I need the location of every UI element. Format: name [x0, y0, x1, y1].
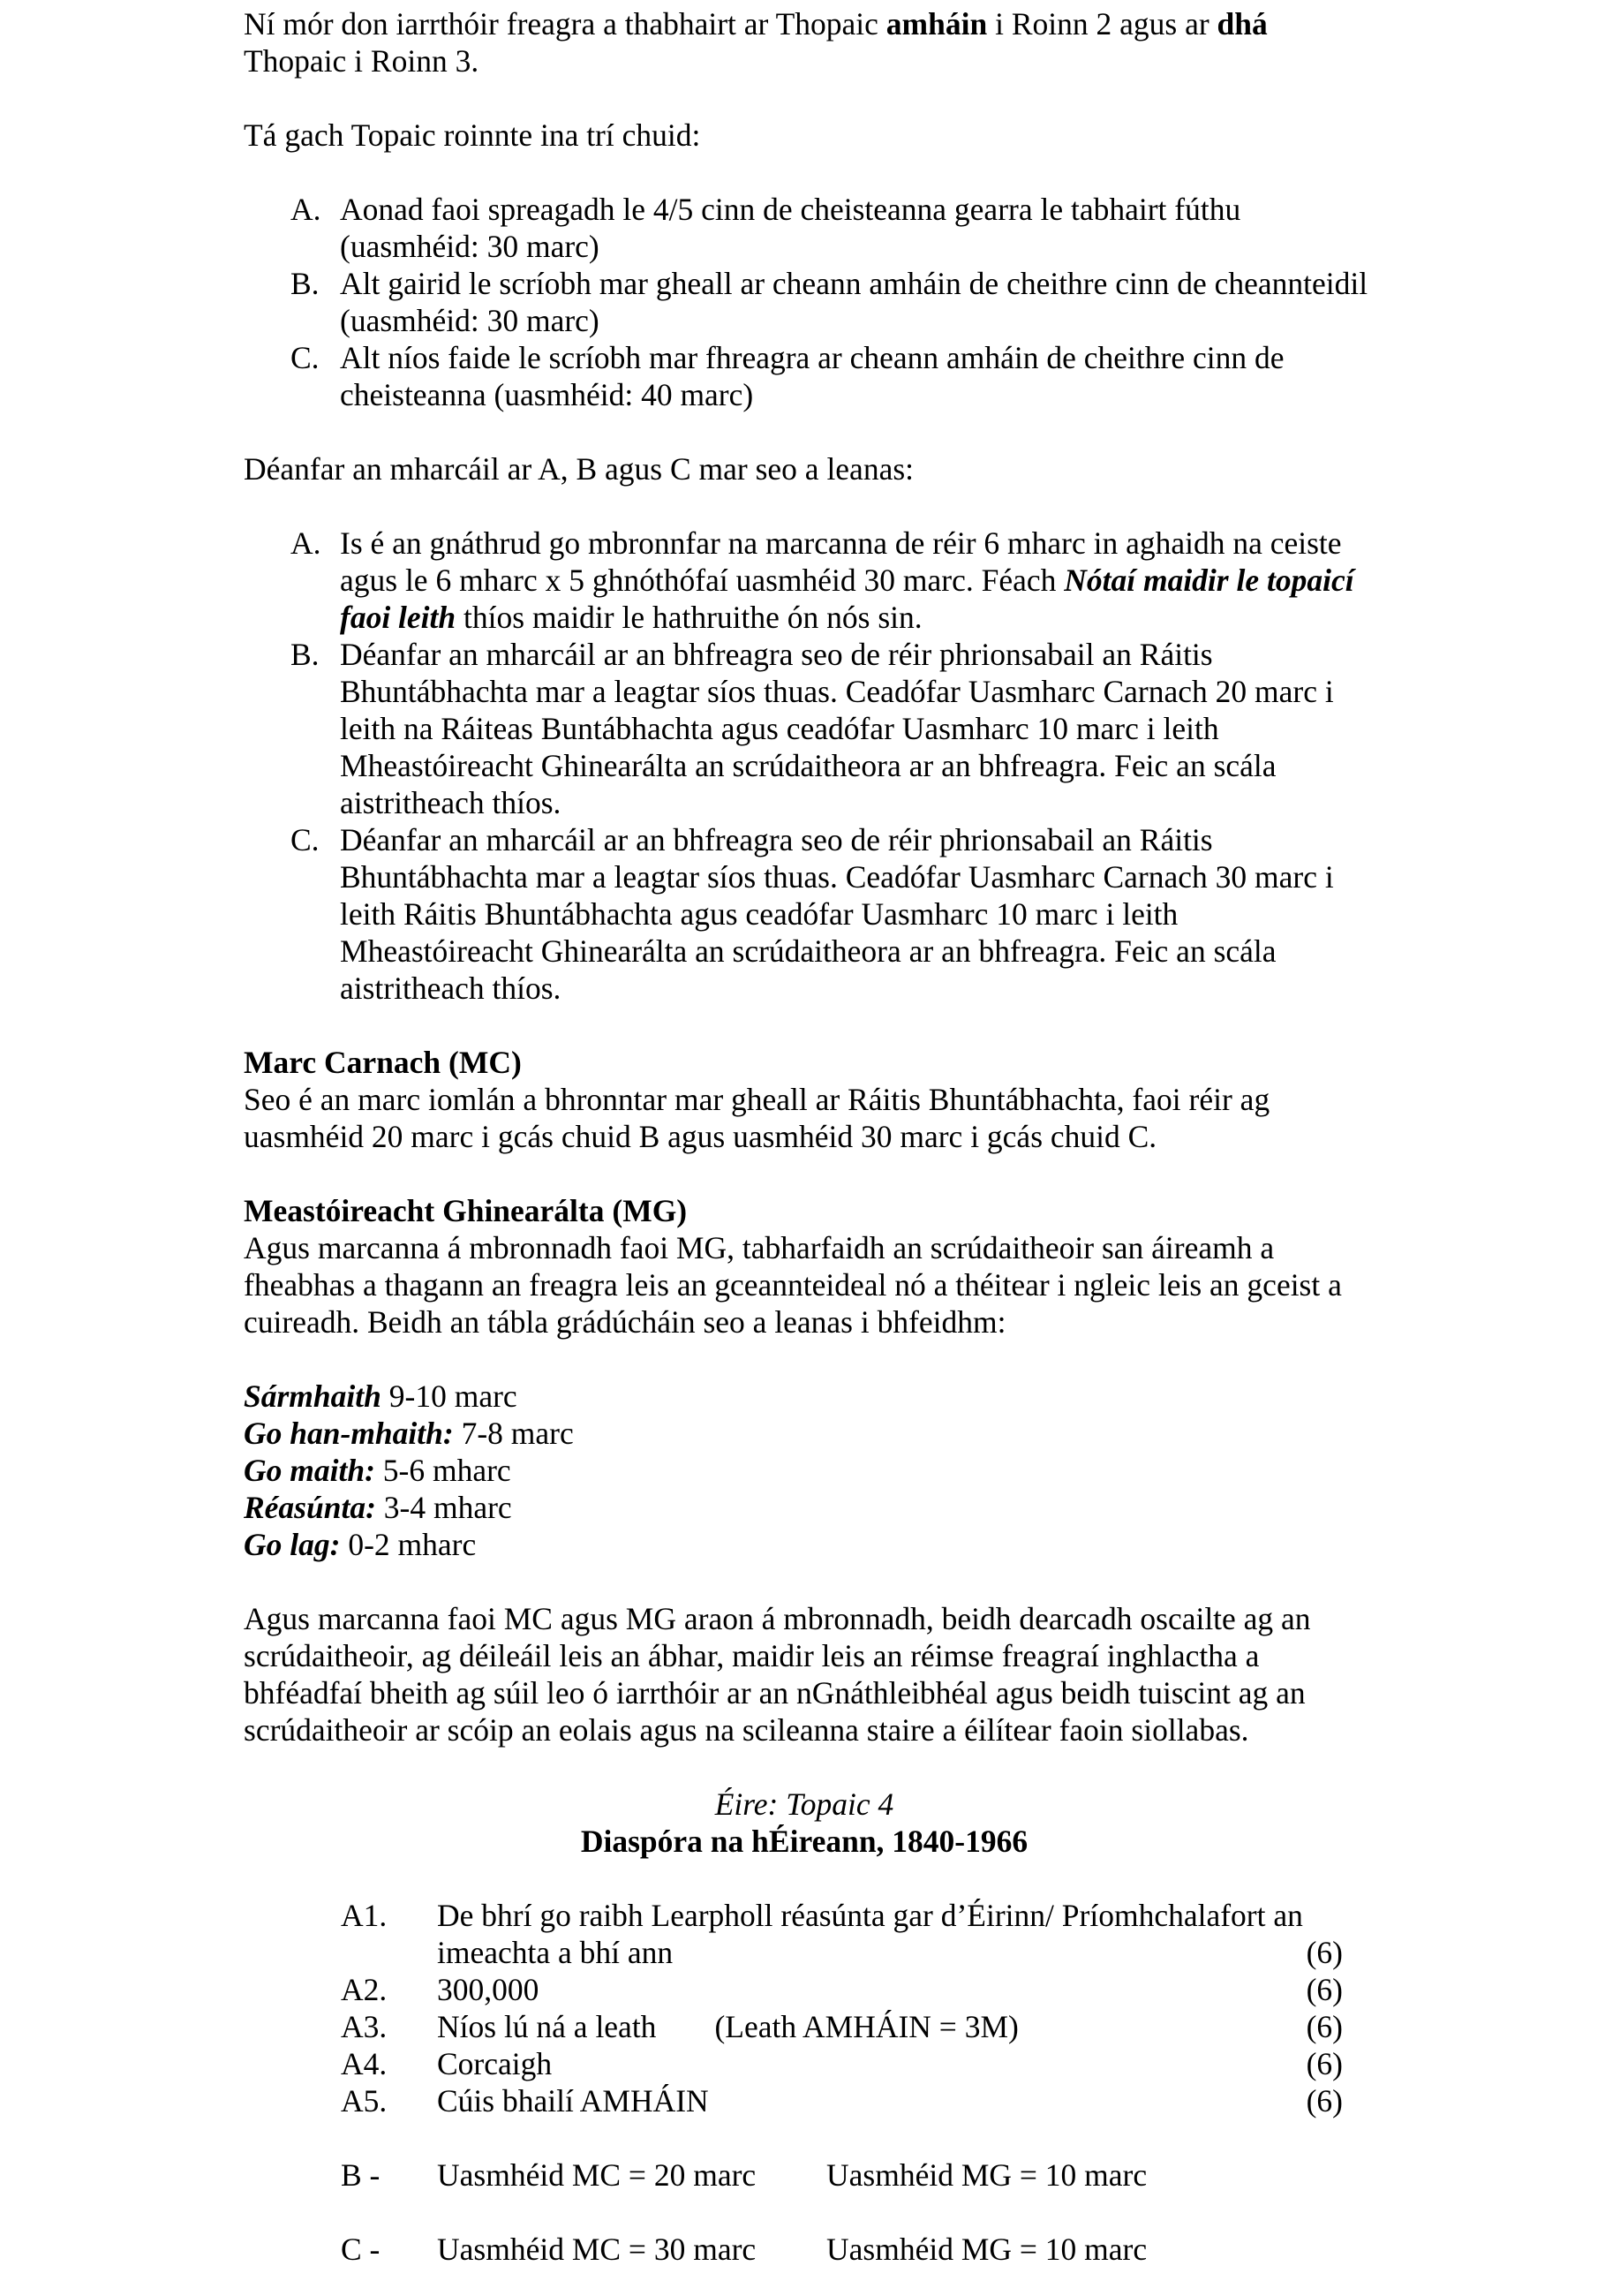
answer-text: De bhrí go raibh Learpholl réasúnta gar d’Éirinn/ Príomhchalafort an imeachta a bhí ann [437, 1898, 1303, 1970]
grade-row [244, 1378, 1374, 1415]
mc-text: Seo é an marc iomlán a bhronntar mar gheall ar Ráitis Bhuntábhachta, faoi réir ag uasmhéid 20 marc i gcás chuid B agus uasmhéid 30 marc i gcás chuid C. [244, 1082, 1270, 1154]
answer-row [341, 1897, 1343, 1971]
answer-row [341, 1971, 1343, 2008]
answer-text: 300,000 [437, 1972, 539, 2007]
closing-paragraph: Agus marcanna faoi MC agus MG araon á mbronnadh, beidh dearcadh oscailte ag an scrúdaitheoir, ag déileáil leis an ábhar, maidir leis an réimse freagraí inghlactha a bhféadfaí bheith ag súil leo ó iarrthóir ar an nGnáthleibhéal agus beidh tuiscint ag an scrúdaitheoir ar scóip an eolais agus na scileanna staire a éilítear faoin siollabas. [244, 1601, 1311, 1748]
grade-row [244, 1489, 1374, 1526]
answer-mark: (6) [1306, 2009, 1343, 2044]
grade-value: 7-8 marc [453, 1416, 574, 1451]
answer-note: (Leath AMHÁIN = 3M) [714, 2009, 1019, 2044]
answer-text: Corcaigh [437, 2046, 553, 2081]
grade-row [244, 1526, 1374, 1563]
intro-text-1: Ní mór don iarrthóir freagra a thabhairt ar Thopaic [244, 6, 886, 42]
list-item-text: Alt níos faide le scríobh mar fhreagra ar cheann amháin de cheithre cinn de cheisteanna (uasmhéid: 40 marc) [340, 340, 1285, 412]
intro-emph-amhain: amháin [885, 6, 988, 42]
answer-text: Cúis bhailí AMHÁIN [437, 2083, 709, 2119]
row-label: B - [341, 2157, 381, 2193]
answer-number: A5. [341, 2083, 388, 2119]
grade-label: Go lag: [244, 1527, 341, 1562]
list-marker: C. [290, 822, 320, 857]
answer-mark: (6) [1306, 1935, 1343, 1970]
answer-mark: (6) [1306, 1972, 1343, 2007]
list-item-text: Is é an gnáthrud go mbronnfar na marcanna de réir 6 mharc in aghaidh na ceiste agus le 6 mharc x 5 ghnóthófaí uasmhéid 30 marc. Féach [340, 525, 1342, 598]
answer-number: A1. [341, 1898, 388, 1933]
list-item [290, 821, 1374, 1007]
mc-heading: Marc Carnach (MC) [244, 1045, 522, 1080]
mc-max: Uasmhéid MC = 20 marc [437, 2157, 757, 2193]
parts-list [290, 191, 1374, 413]
list-marker: A. [290, 192, 321, 227]
answer-number: A4. [341, 2046, 388, 2081]
mg-heading: Meastóireacht Ghinearálta (MG) [244, 1193, 688, 1228]
answer-row [341, 2008, 1343, 2045]
b-marks-row [341, 2156, 1343, 2194]
grade-table [244, 1378, 1374, 1563]
answer-row [341, 2045, 1343, 2082]
answer-row [341, 2082, 1343, 2119]
list-marker: A. [290, 525, 321, 561]
list-item [290, 265, 1374, 339]
list-item-text: Déanfar an mharcáil ar an bhfreagra seo de réir phrionsabail an Ráitis Bhuntábhachta mar a leagtar síos thuas. Ceadófar Uasmharc Carnach 20 marc i leith na Ráiteas Buntábhachta agus ceadófar Uasmharc 10 marc i leith Mheastóireacht Ghinearálta an scrúdaitheora ar an bhfreagra. Feic an scála aistritheach thíos. [340, 637, 1334, 820]
c-marks-row [341, 2231, 1343, 2268]
grade-value: 9-10 marc [381, 1378, 517, 1414]
marking-list [290, 525, 1374, 1007]
list-item [290, 339, 1374, 413]
grade-row [244, 1415, 1374, 1452]
answers-list [341, 1897, 1343, 2119]
topic-subtitle: Éire: Topaic 4 [714, 1786, 894, 1822]
topic-title: Diaspóra na hÉireann, 1840-1966 [580, 1824, 1029, 1859]
intro-text-3: Thopaic i Roinn 3. [244, 43, 479, 79]
answer-number: A2. [341, 1972, 388, 2007]
marking-intro: Déanfar an mharcáil ar A, B agus C mar seo a leanas: [244, 451, 915, 487]
answer-mark: (6) [1306, 2046, 1343, 2081]
parts-intro: Tá gach Topaic roinnte ina trí chuid: [244, 117, 701, 153]
mg-text: Agus marcanna á mbronnadh faoi MG, tabharfaidh an scrúdaitheoir san áireamh a fheabhas a thagann an freagra leis an gceannteideal nó a théitear i ngleic leis an gceist a cuireadh. Beidh an tábla grádúcháin seo a leanas i bhfeidhm: [244, 1230, 1342, 1340]
grade-label: Go maith: [244, 1453, 375, 1488]
notes-reference: Nótaí maidir le topaicí faoi leith [340, 563, 1354, 635]
intro-emph-dha: dhá [1217, 6, 1268, 42]
mc-max: Uasmhéid MC = 30 marc [437, 2232, 757, 2267]
list-item [290, 525, 1374, 636]
grade-value: 0-2 mharc [340, 1527, 477, 1562]
list-item [290, 636, 1374, 821]
list-item-text: Déanfar an mharcáil ar an bhfreagra seo de réir phrionsabail an Ráitis Bhuntábhachta mar a leagtar síos thuas. Ceadófar Uasmharc Carnach 30 marc i leith Ráitis Bhuntábhachta agus ceadófar Uasmharc 10 marc i leith Mheastóireacht Ghinearálta an scrúdaitheora ar an bhfreagra. Feic an scála aistritheach thíos. [340, 822, 1334, 1006]
list-item [290, 191, 1374, 265]
grade-value: 3-4 mharc [375, 1490, 512, 1525]
grade-label: Réasúnta: [244, 1490, 376, 1525]
intro-text-2: i Roinn 2 agus ar [987, 6, 1217, 42]
grade-label: Go han-mhaith: [244, 1416, 454, 1451]
list-item-text: Alt gairid le scríobh mar gheall ar cheann amháin de cheithre cinn de cheannteidil (uasmhéid: 30 marc) [340, 266, 1368, 338]
answer-text: Níos lú ná a leath [437, 2009, 657, 2044]
list-marker: B. [290, 266, 320, 301]
mg-max: Uasmhéid MG = 10 marc [826, 2157, 1148, 2193]
answer-mark: (6) [1306, 2083, 1343, 2119]
row-label: C - [341, 2232, 381, 2267]
intro-paragraph [244, 5, 1374, 79]
list-item-text: Aonad faoi spreagadh le 4/5 cinn de cheisteanna gearra le tabhairt fúthu (uasmhéid: 30 marc) [340, 192, 1241, 264]
document-page [244, 5, 1374, 2268]
list-item-text: thíos maidir le hathruithe ón nós sin. [456, 600, 923, 635]
list-marker: B. [290, 637, 320, 672]
answer-number: A3. [341, 2009, 388, 2044]
grade-label: Sármhaith [244, 1378, 381, 1414]
grade-value: 5-6 mharc [374, 1453, 511, 1488]
grade-row [244, 1452, 1374, 1489]
list-marker: C. [290, 340, 320, 375]
mg-max: Uasmhéid MG = 10 marc [826, 2232, 1148, 2267]
